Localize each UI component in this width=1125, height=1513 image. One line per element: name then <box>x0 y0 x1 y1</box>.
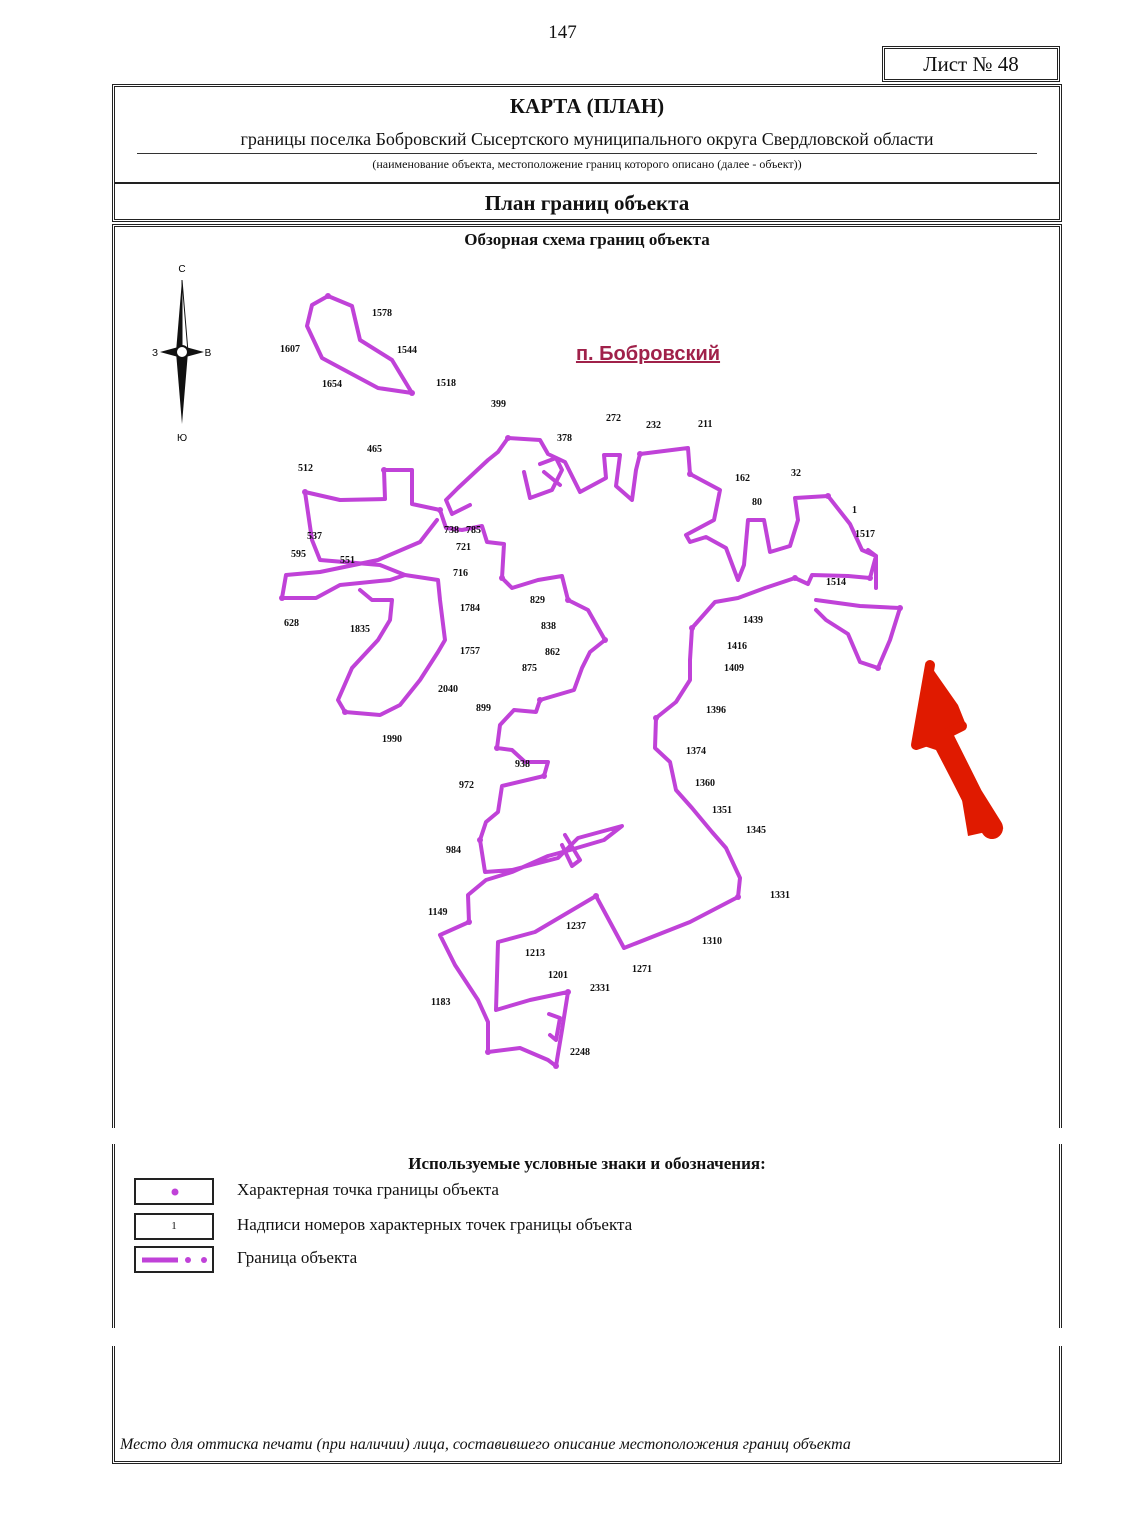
legend-text-boundary: Граница объекта <box>237 1248 358 1267</box>
point-number-label: 1213 <box>525 948 545 959</box>
point-number-label: 1396 <box>706 705 726 716</box>
plan-heading: План границ объекта <box>484 191 690 215</box>
point-number-label: 595 <box>291 549 306 560</box>
boundary-layer <box>282 296 900 1066</box>
point-marker-icon <box>136 1180 212 1203</box>
compass-east-label: В <box>204 348 212 359</box>
legend-title: Используемые условные знаки и обозначения: <box>408 1154 766 1173</box>
legend-text-point: Характерная точка границы объекта <box>237 1180 499 1199</box>
point-number-label: 465 <box>367 444 382 455</box>
point-number-label: 1331 <box>770 890 790 901</box>
sheet-number-box: Лист № 48 <box>882 46 1060 82</box>
point-number-label: 862 <box>545 647 560 658</box>
point-number-label: 1271 <box>632 964 652 975</box>
point-number-label: 938 <box>515 759 530 770</box>
point-number-label: 1607 <box>280 344 300 355</box>
point-number-label: 1835 <box>350 624 370 635</box>
point-number-label: 2248 <box>570 1047 590 1058</box>
compass-north-label: С <box>178 264 186 275</box>
point-number-label: 1149 <box>428 907 448 918</box>
point-number-label: 1351 <box>712 805 732 816</box>
boundary-main <box>305 438 876 1066</box>
point-number-label: 1360 <box>695 778 715 789</box>
point-number-label: 1578 <box>372 308 392 319</box>
point-number-label: 1757 <box>460 646 480 657</box>
point-number-label: 785 <box>466 525 481 536</box>
red-arrow-icon <box>916 665 1004 836</box>
compass-icon <box>152 264 212 444</box>
subtitle-hint: (наименование объекта, местоположение границ которого описано (далее - объект)) <box>372 157 802 171</box>
point-number-label: 272 <box>606 413 621 424</box>
boundary-inner <box>524 458 562 498</box>
boundary-east-parcel <box>816 600 900 668</box>
point-number-label: 80 <box>752 497 762 508</box>
legend-sample-boundary <box>134 1246 214 1273</box>
point-number-label: 829 <box>530 595 545 606</box>
document-subtitle: границы поселка Бобровский Сысертского муниципального округа Свердловской области <box>240 129 934 149</box>
overview-heading: Обзорная схема границ объекта <box>464 230 710 249</box>
compass-west-label: З <box>151 348 159 359</box>
point-number-label: 1990 <box>382 734 402 745</box>
point-number-label: 1409 <box>724 663 744 674</box>
boundary-points-layer <box>279 293 903 1069</box>
point-number-label: 1201 <box>548 970 568 981</box>
point-number-label: 716 <box>453 568 468 579</box>
point-number-label: 1416 <box>727 641 747 652</box>
boundary-west <box>282 492 437 598</box>
point-number-label: 1518 <box>436 378 456 389</box>
settlement-label: п. Бобровский <box>575 343 721 365</box>
compass-south-label: Ю <box>176 433 188 444</box>
point-number-label: 537 <box>307 531 322 542</box>
point-number-label: 399 <box>491 399 506 410</box>
point-number-label: 1784 <box>460 603 480 614</box>
point-number-label: 899 <box>476 703 491 714</box>
boundary-southwest <box>338 575 445 715</box>
point-number-label: 551 <box>340 555 355 566</box>
point-number-label: 2331 <box>590 983 610 994</box>
point-number-label: 984 <box>446 845 461 856</box>
legend-sample-number: 1 <box>134 1213 214 1240</box>
point-number-label: 378 <box>557 433 572 444</box>
point-number-label: 1544 <box>397 345 417 356</box>
point-number-label: 1439 <box>743 615 763 626</box>
point-number-label: 1345 <box>746 825 766 836</box>
stamp-place-caption: Место для оттиска печати (при наличии) лица, составившего описание местоположения границ объекта <box>120 1436 851 1453</box>
point-number-label: 32 <box>791 468 801 479</box>
point-number-label: 1517 <box>855 529 875 540</box>
point-number-label: 162 <box>735 473 750 484</box>
point-number-label: 1374 <box>686 746 706 757</box>
point-number-label: 838 <box>541 621 556 632</box>
point-number-label: 875 <box>522 663 537 674</box>
legend-text-number: Надписи номеров характерных точек границы объекта <box>237 1215 633 1234</box>
point-number-label: 738 <box>444 525 459 536</box>
point-number-label: 512 <box>298 463 313 474</box>
point-number-label: 2040 <box>438 684 458 695</box>
legend-sample-point <box>134 1178 214 1205</box>
point-number-label: 1183 <box>431 997 451 1008</box>
point-number-label: 1310 <box>702 936 722 947</box>
point-number-label: 1 <box>852 505 857 516</box>
page-number: 147 <box>548 22 577 43</box>
boundary-inner <box>549 1014 560 1040</box>
boundary-line-icon <box>136 1248 212 1271</box>
point-number-label: 628 <box>284 618 299 629</box>
point-number-label: 1514 <box>826 577 846 588</box>
point-number-label: 232 <box>646 420 661 431</box>
point-number-label: 721 <box>456 542 471 553</box>
point-number-label: 1654 <box>322 379 342 390</box>
document-title: КАРТА (ПЛАН) <box>509 94 665 118</box>
point-number-label: 972 <box>459 780 474 791</box>
point-number-label: 1237 <box>566 921 586 932</box>
point-number-label: 211 <box>698 419 713 430</box>
